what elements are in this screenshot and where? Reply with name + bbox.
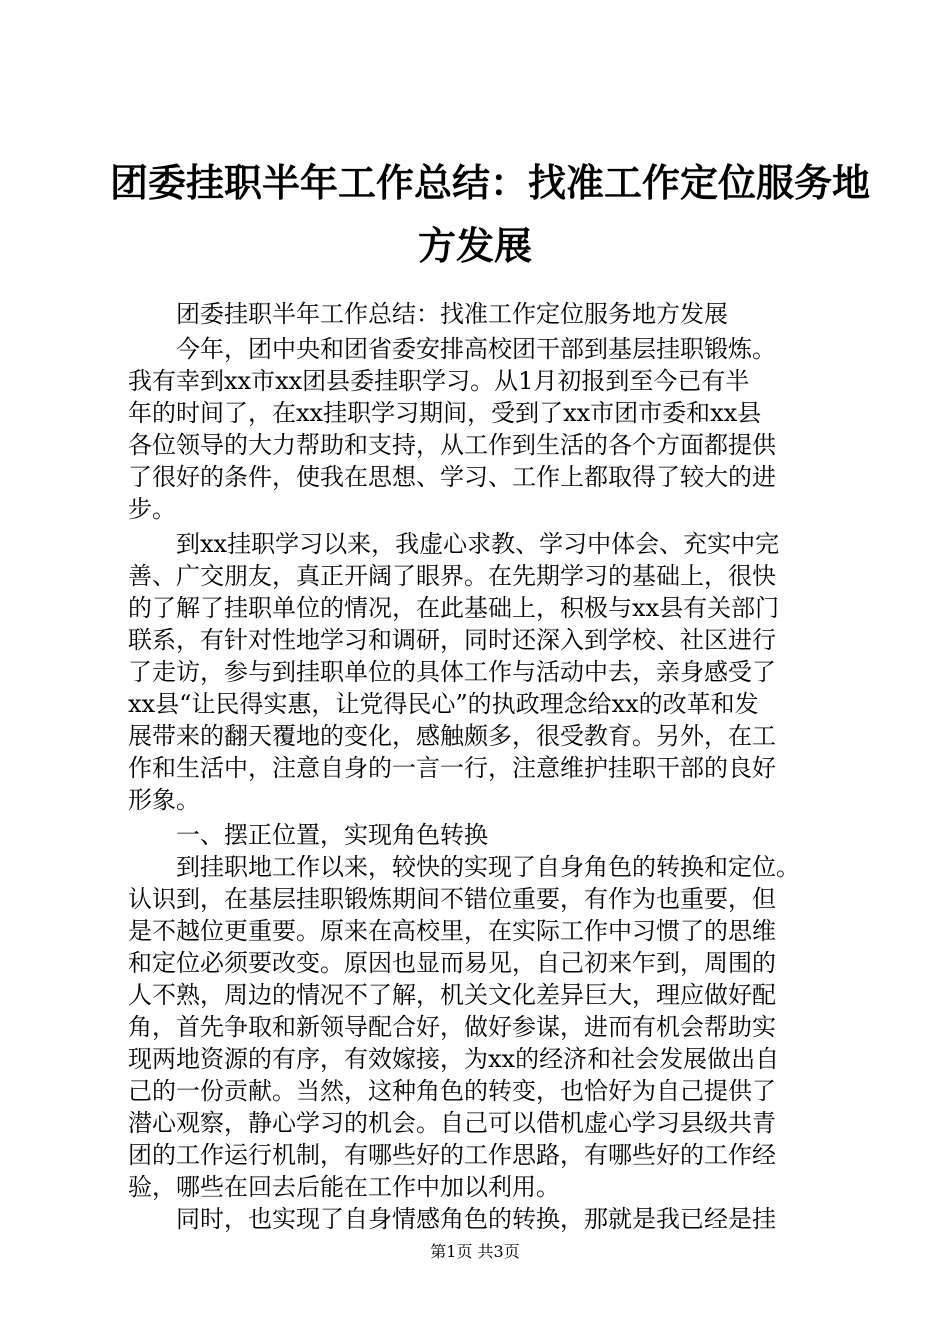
- document-title-line-1: 团委挂职半年工作总结：找准工作定位服务地: [110, 160, 871, 205]
- body-line: 作和生活中，注意自身的一言一行，注意维护挂职干部的良好: [128, 754, 776, 782]
- section-heading: 一、摆正位置，实现角色转换: [176, 821, 488, 849]
- body-line: 了很好的条件，使我在思想、学习、工作上都取得了较大的进: [128, 463, 776, 491]
- body-line: 角，首先争取和新领导配合好，做好参谋，进而有机会帮助实: [128, 1013, 776, 1041]
- body-line: 善、广交朋友，真正开阔了眼界。在先期学习的基础上，很快: [128, 562, 776, 590]
- body-line: 的了解了挂职单位的情况，在此基础上，积极与xx县有关部门: [128, 594, 780, 622]
- body-line: 各位领导的大力帮助和支持，从工作到生活的各个方面都提供: [128, 431, 776, 459]
- subtitle-line: 团委挂职半年工作总结：找准工作定位服务地方发展: [176, 300, 728, 328]
- body-line: 潜心观察，静心学习的机会。自己可以借机虚心学习县级共青: [128, 1109, 776, 1137]
- body-line: 和定位必须要改变。原因也显而易见，自己初来乍到，周围的: [128, 949, 776, 977]
- body-line: 今年，团中央和团省委安排高校团干部到基层挂职锻炼。: [176, 335, 776, 363]
- body-line: 到挂职地工作以来，较快的实现了自身角色的转换和定位。: [176, 853, 800, 881]
- body-line: 人不熟，周边的情况不了解，机关文化差异巨大，理应做好配: [128, 981, 776, 1009]
- body-line: 是不越位更重要。原来在高校里，在实际工作中习惯了的思维: [128, 917, 776, 945]
- body-line: 我有幸到xx市xx团县委挂职学习。从1月初报到至今已有半: [128, 367, 750, 395]
- page-number: 第1页 共3页: [430, 1242, 520, 1261]
- body-line: 验，哪些在回去后能在工作中加以利用。: [128, 1173, 560, 1201]
- body-line: 己的一份贡献。当然，这种角色的转变，也恰好为自己提供了: [128, 1077, 776, 1105]
- body-line: 到xx挂职学习以来，我虚心求教、学习中体会、充实中完: [176, 530, 780, 558]
- body-line: 认识到，在基层挂职锻炼期间不错位重要，有作为也重要，但: [128, 885, 776, 913]
- body-line: 步。: [128, 495, 176, 523]
- body-line: 同时，也实现了自身情感角色的转换，那就是我已经是挂: [176, 1205, 776, 1233]
- body-line: 团的工作运行机制，有哪些好的工作思路，有哪些好的工作经: [128, 1141, 776, 1169]
- document-title-line-2: 方发展: [417, 223, 532, 268]
- body-line: 现两地资源的有序，有效嫁接，为xx的经济和社会发展做出自: [128, 1045, 780, 1073]
- body-line: 了走访，参与到挂职单位的具体工作与活动中去，亲身感受了: [128, 658, 776, 686]
- body-line: 展带来的翻天覆地的变化，感触颇多，很受教育。另外，在工: [128, 722, 776, 750]
- body-line: xx县“让民得实惠，让党得民心”的执政理念给xx的改革和发: [128, 690, 759, 718]
- body-line: 形象。: [128, 786, 200, 814]
- body-line: 年的时间了，在xx挂职学习期间，受到了xx市团市委和xx县: [128, 399, 762, 427]
- body-line: 联系，有针对性地学习和调研，同时还深入到学校、社区进行: [128, 626, 776, 654]
